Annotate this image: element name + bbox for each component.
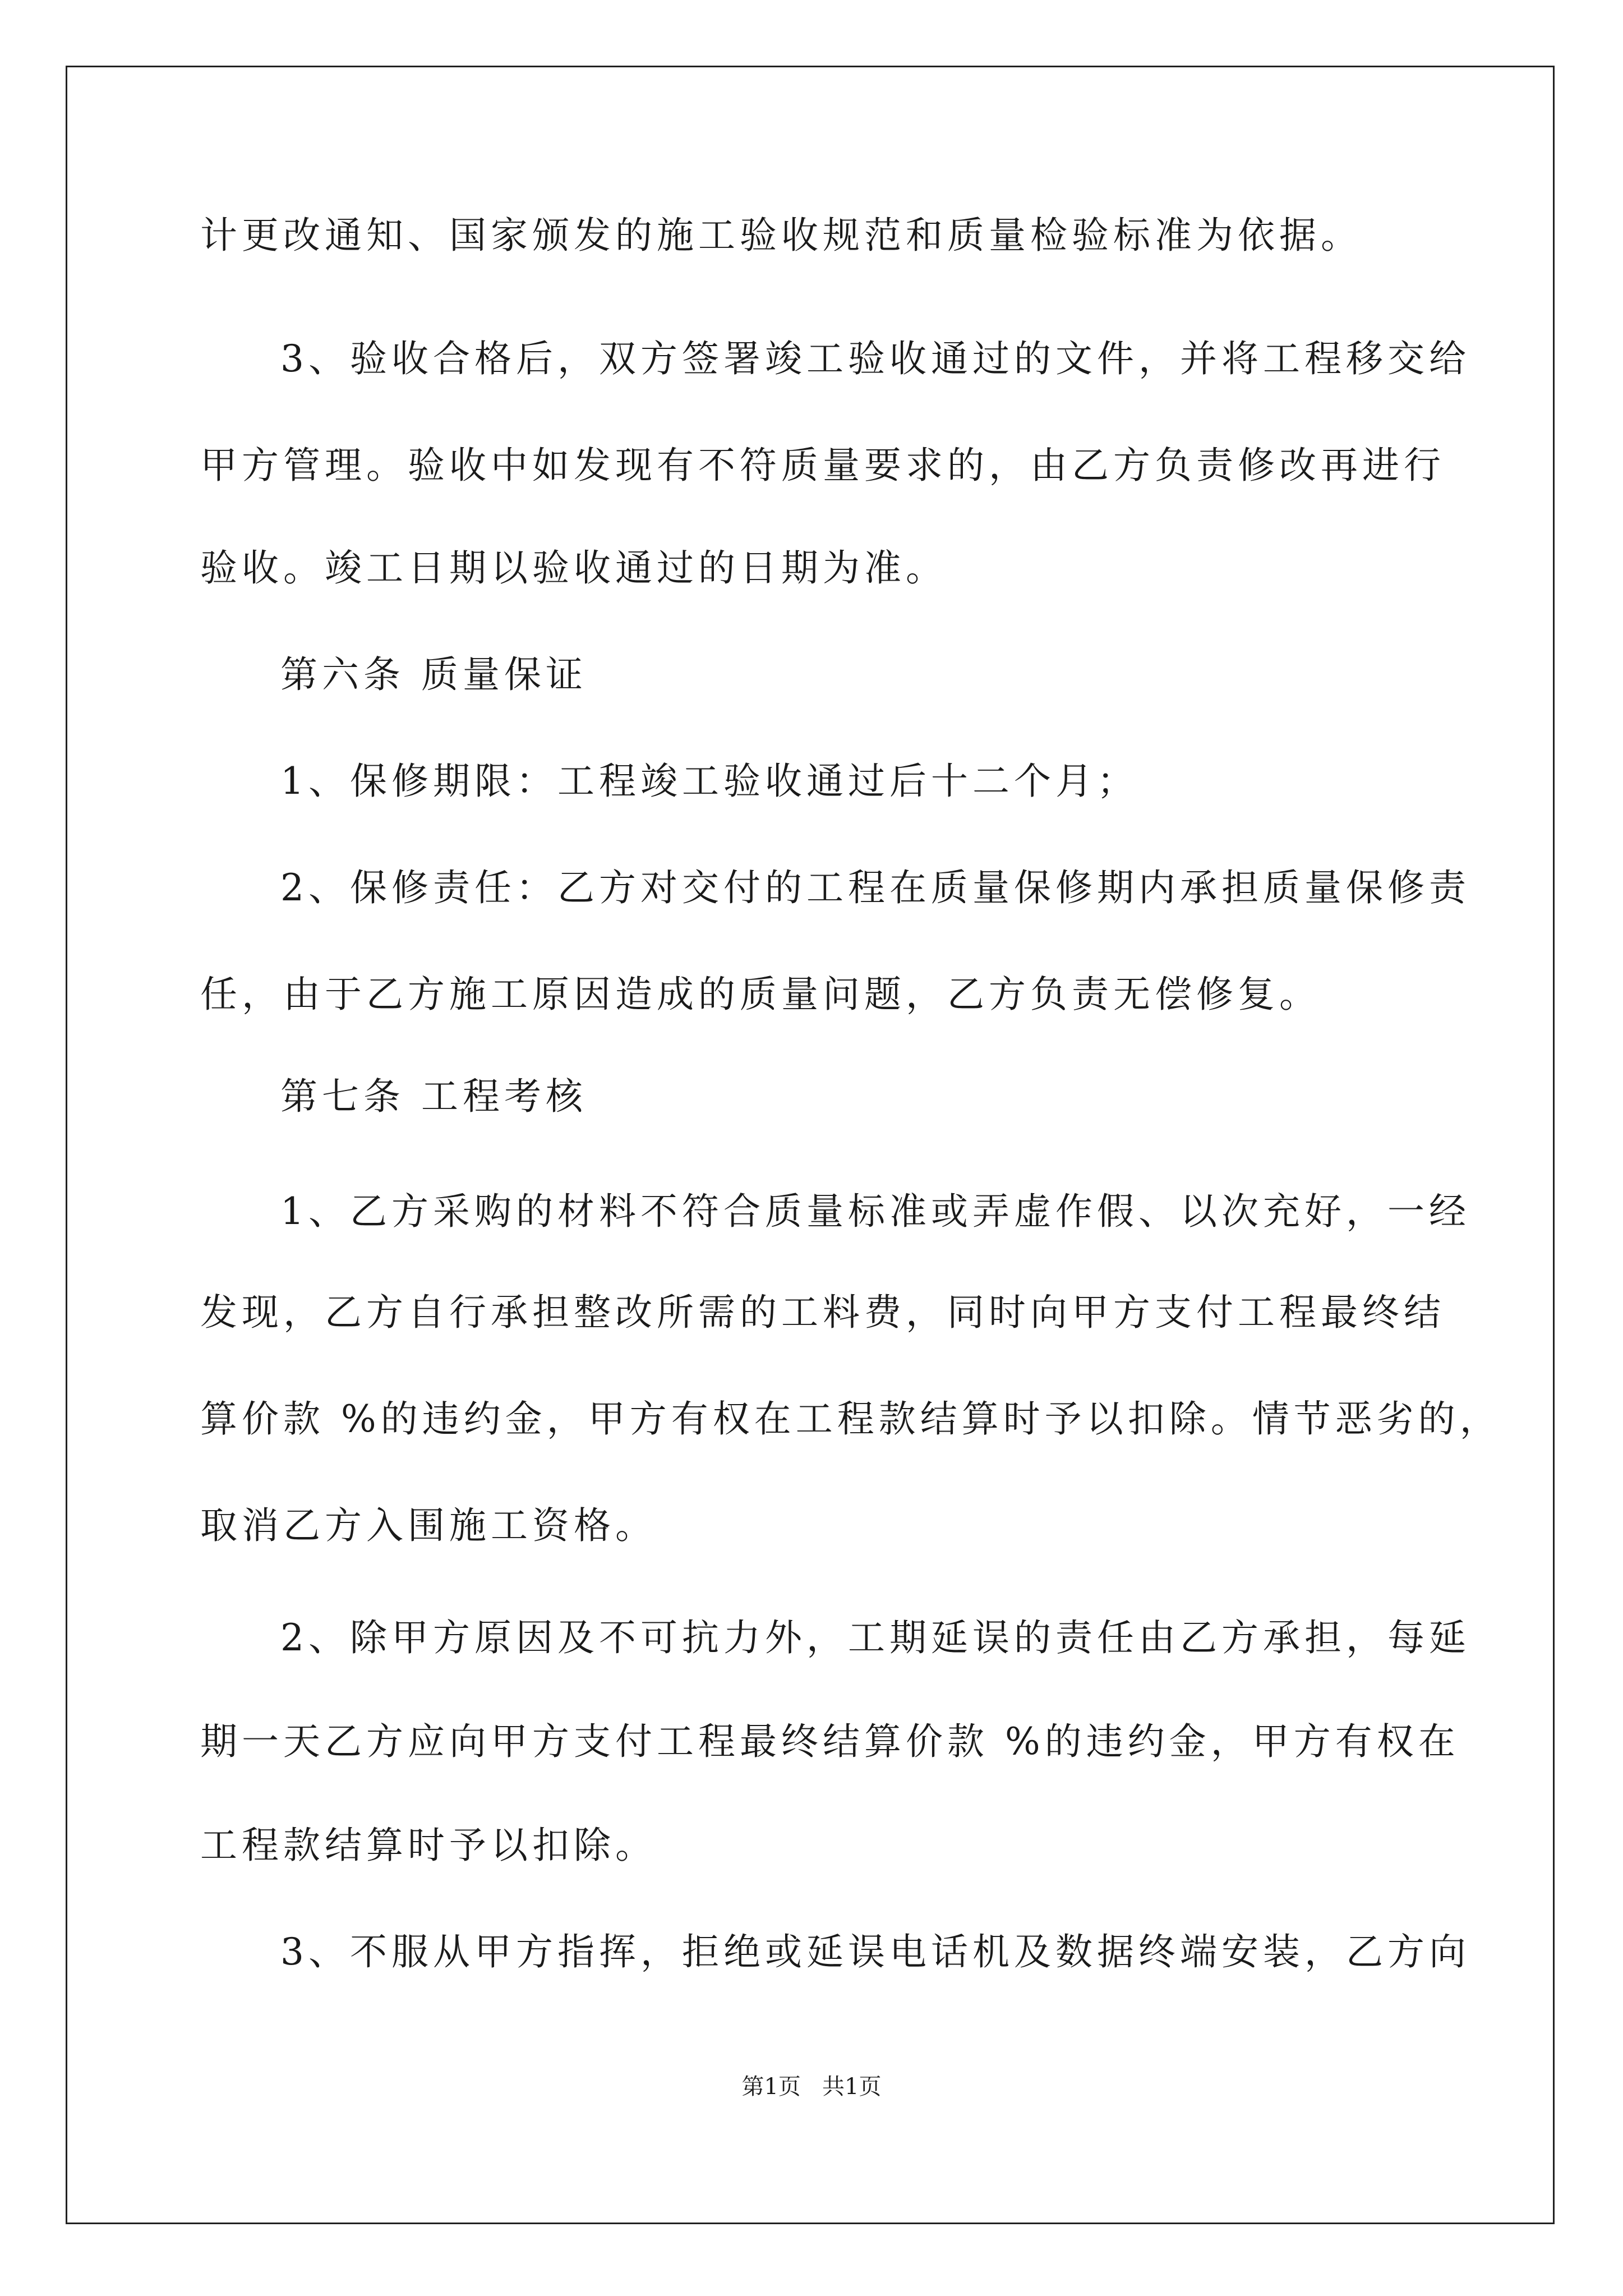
body-line: 期一天乙方应向甲方支付工程最终结算价款 %的违约金，甲方有权在 <box>200 1720 1460 1763</box>
body-line: 任，由于乙方施工原因造成的质量问题，乙方负责无偿修复。 <box>200 973 1321 1016</box>
body-line: 验收。竣工日期以验收通过的日期为准。 <box>200 546 947 590</box>
page-number-footer: 第1页 共1页 <box>741 2074 882 2100</box>
body-line: 2、保修责任：乙方对交付的工程在质量保修期内承担质量保修责 <box>280 866 1470 909</box>
body-line: 3、验收合格后，双方签署竣工验收通过的文件，并将工程移交给 <box>280 337 1470 380</box>
body-line: 发现，乙方自行承担整改所需的工料费，同时向甲方支付工程最终结 <box>200 1291 1445 1334</box>
body-line: 甲方管理。验收中如发现有不符质量要求的，由乙方负责修改再进行 <box>200 444 1445 487</box>
body-line: 取消乙方入围施工资格。 <box>200 1504 657 1547</box>
body-line: 工程款结算时予以扣除。 <box>200 1824 657 1867</box>
body-line: 计更改通知、国家颁发的施工验收规范和质量检验标准为依据。 <box>200 214 1362 257</box>
body-line: 算价款 %的违约金，甲方有权在工程款结算时予以扣除。情节恶劣的， <box>200 1397 1501 1441</box>
body-line: 1、乙方采购的材料不符合质量标准或弄虚作假、以次充好，一经 <box>280 1190 1470 1233</box>
body-line: 1、保修期限：工程竣工验收通过后十二个月； <box>280 760 1138 803</box>
body-line: 3、不服从甲方指挥，拒绝或延误电话机及数据终端安装，乙方向 <box>280 1930 1470 1973</box>
section-heading: 第六条 质量保证 <box>280 653 587 696</box>
body-line: 2、除甲方原因及不可抗力外，工期延误的责任由乙方承担，每延 <box>280 1616 1470 1659</box>
section-heading: 第七条 工程考核 <box>280 1075 587 1118</box>
page-frame <box>66 66 1555 2224</box>
